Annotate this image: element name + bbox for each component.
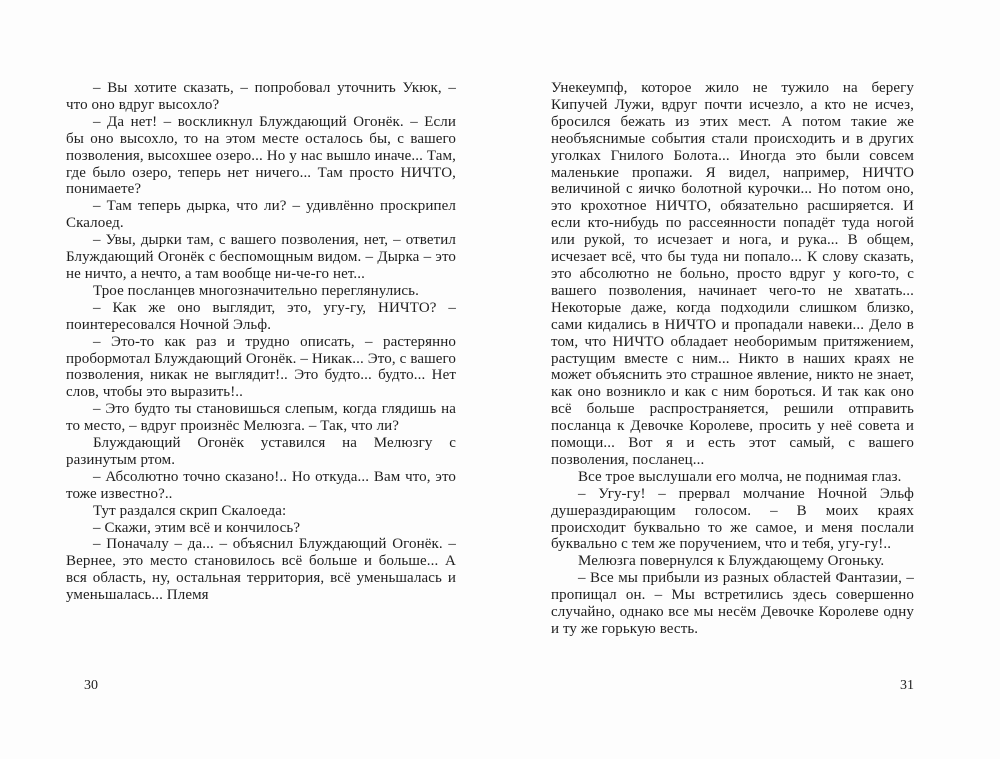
paragraph: – Вы хотите сказать, – попробовал уточнить Укюк, – что оно вдруг высохло? xyxy=(66,80,456,113)
paragraph-continuation: Унекеумпф, которое жило не тужило на берегу Кипучей Лужи, вдруг почти исчезло, а кто не исчез, бросился бежать из этих мест. А потом такие же необъяснимые события стали происходить и в других уголках Гнилого Болота... Иногда это были совсем маленькие пропажи. Я видел, например, НИЧТО величиной с яичко болотной курочки... Но потом оно, это крохотное НИЧТО, обязательно расширяется. И если кто-нибудь по рассеянности попадёт туда ногой или рукой, то исчезает и нога, и рука... В общем, исчезает всё, что бы туда ни попало... К слову сказать, это абсолютно не больно, просто вдруг у кого-то, с вашего позволения, начинает чего-то не хватать... Некоторые даже, когда подходили слишком близко, сами кидались в НИЧТО и пропадали навеки... Дело в том, что НИЧТО обладает необоримым притяжением, растущим вместе с ним... Никто в наших краях не может объяснить это страшное явление, никто не знает, как оно возникло и как с ним бороться. И так как оно всё больше распространяется, решили отправить посланца к Девочке Королеве, просить у неё совета и помощи... Вот я и есть этот самый, с вашего позволения, посланец... xyxy=(551,80,914,468)
paragraph: Мелюзга повернулся к Блуждающему Огоньку. xyxy=(578,553,885,570)
paragraph: Тут раздался скрип Скалоеда: xyxy=(93,502,287,519)
paragraph: – Как же оно выглядит, это, угу-гу, НИЧТО? – поинтересовался Ночной Эльф. xyxy=(66,299,456,333)
paragraph: – Да нет! – воскликнул Блуждающий Огонёк. – Если бы оно высохло, то на этом месте осталось бы, с вашего позволения, высохшее озеро... Но у нас вышло иначе... Там, где было озеро, теперь нет ничего... Там просто НИЧТО, понимаете? xyxy=(66,113,456,198)
paragraph: – Скажи, этим всё и кончилось? xyxy=(93,519,301,536)
page-number-right: 31 xyxy=(900,678,914,693)
paragraph: – Поначалу – да... – объяснил Блуждающий Огонёк. – Вернее, это место становилось всё больше и больше... А вся область, ну, остальная территория, всё уменьшалась и уменьшалась... Племя xyxy=(66,536,456,604)
paragraph: – Все мы прибыли из разных областей Фантазии, – пропищал он. – Мы встретились здесь совершенно случайно, однако все мы несём Девочке Королеве одну и ту же горькую весть. xyxy=(551,570,914,637)
paragraph: – Угу-гу! – прервал молчание Ночной Эльф душераздирающим голосом. – В моих краях происходит буквально то же самое, и меня послали буквально с тем же поручением, что и тебя, угу-гу!.. xyxy=(551,485,914,553)
page-right xyxy=(551,80,914,638)
paragraph: – Увы, дырки там, с вашего позволения, нет, – ответил Блуждающий Огонёк с беспомощным видом. – Дырка – это не ничто, а нечто, а там вообще ни-че-го нет... xyxy=(66,232,456,282)
page-left xyxy=(66,80,456,604)
paragraph: Блуждающий Огонёк уставился на Мелюзгу с разинутым ртом. xyxy=(66,435,456,468)
page-number-left: 30 xyxy=(84,678,98,693)
paragraph: – Это будто ты становишься слепым, когда глядишь на то место, – вдруг произнёс Мелюзга. – Так, что ли? xyxy=(66,401,456,435)
paragraph: – Там теперь дырка, что ли? – удивлённо проскрипел Скалоед. xyxy=(66,198,456,232)
paragraph: Трое посланцев многозначительно переглянулись. xyxy=(93,282,419,299)
paragraph: – Абсолютно точно сказано!.. Но откуда... Вам что, это тоже известно?.. xyxy=(66,468,456,502)
paragraph: – Это-то как раз и трудно описать, – растерянно пробормотал Блуждающий Огонёк. – Никак... Это, с вашего позволения, никак не выглядит!.. Это будто... будто... Нет слов, чтобы это выразить!.. xyxy=(66,333,456,401)
paragraph: Все трое выслушали его молча, не поднимая глаз. xyxy=(578,468,902,485)
